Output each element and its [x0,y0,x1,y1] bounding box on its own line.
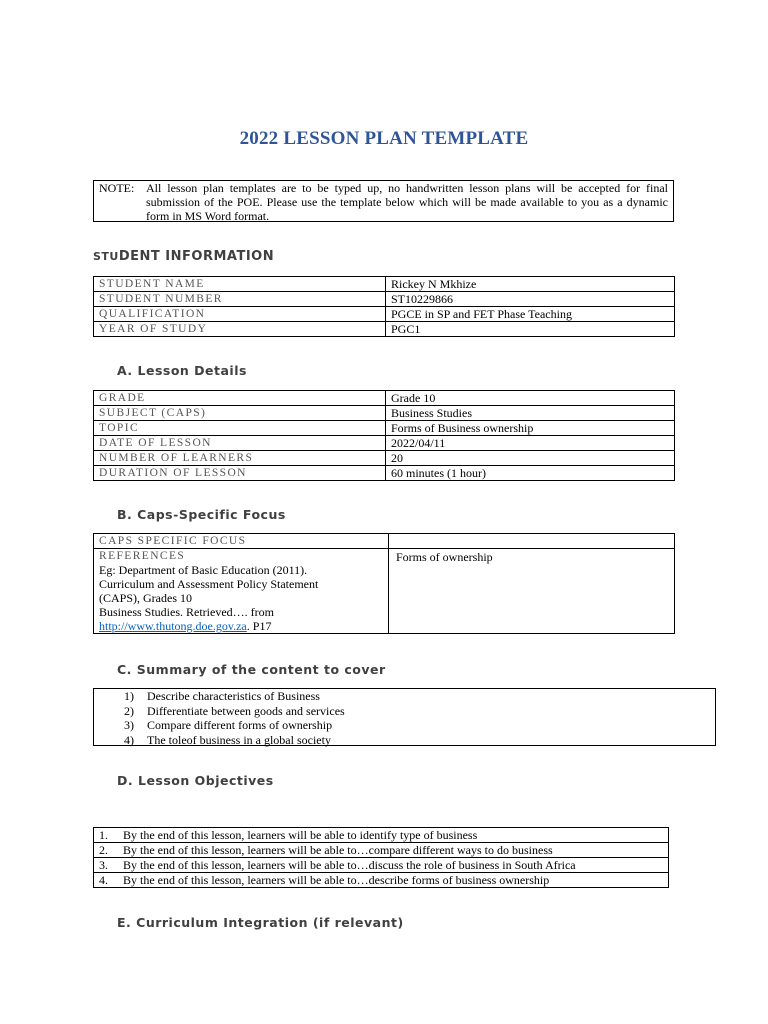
objective-number: 2. [99,843,108,857]
learners-value: 20 [386,451,675,466]
objective-text: By the end of this lesson, learners will be able to…discuss the role of business in South Africa [123,858,576,872]
student-number-value: ST10229866 [386,292,675,307]
student-info-heading [93,249,274,264]
grade-label: GRADE [94,391,386,406]
table-row [94,307,675,322]
reference-line: Business Studies. Retrieved…. from [99,605,274,619]
table-row [94,391,675,406]
list-item-number: 3) [124,718,134,732]
caps-specific-focus-value [389,534,675,549]
table-row [94,406,675,421]
objectives-table [93,827,669,888]
qualification-value: PGCE in SP and FET Phase Teaching [386,307,675,322]
objective-number: 3. [99,858,108,872]
references-value: Forms of ownership [389,549,675,634]
caps-focus-table [93,533,675,634]
summary-box [93,688,716,746]
references-label: REFERENCES [99,550,186,562]
reference-line: (CAPS), Grades 10 [99,591,192,605]
table-row [94,828,669,843]
date-label: DATE OF LESSON [94,436,386,451]
note-box [93,180,674,222]
table-row [94,534,675,549]
objective-item [94,828,669,843]
link-suffix: . P17 [246,619,272,633]
list-item [94,733,715,748]
objective-text: By the end of this lesson, learners will be able to identify type of business [123,828,478,842]
list-item-text: Describe characteristics of Business [147,689,320,703]
list-item [94,689,715,704]
reference-link-line [99,619,383,633]
subject-value: Business Studies [386,406,675,421]
topic-label: TOPIC [94,421,386,436]
grade-value: Grade 10 [386,391,675,406]
list-item-text: Compare different forms of ownership [147,718,333,732]
table-row [94,858,669,873]
table-row [94,277,675,292]
objective-text: By the end of this lesson, learners will be able to…compare different ways to do business [123,843,553,857]
topic-value: Forms of Business ownership [386,421,675,436]
caps-specific-focus-label: CAPS SPECIFIC FOCUS [94,534,389,549]
reference-line: Curriculum and Assessment Policy Statement [99,577,319,591]
objective-item [94,873,669,888]
objectives-heading: D. Lesson Objectives [117,773,274,788]
integration-heading: E. Curriculum Integration (if relevant) [117,915,404,930]
objective-number: 1. [99,828,108,842]
student-info-table [93,276,675,337]
table-row [94,322,675,337]
student-info-heading-rest: DENT INFORMATION [118,249,275,264]
list-item [94,718,715,733]
year-of-study-value: PGC1 [386,322,675,337]
objective-item [94,843,669,858]
student-number-label: STUDENT NUMBER [94,292,386,307]
learners-label: NUMBER OF LEARNERS [94,451,386,466]
references-cell [94,549,389,634]
list-item-text: Differentiate between goods and services [147,703,345,718]
duration-value: 60 minutes (1 hour) [386,466,675,481]
objective-number: 4. [99,873,108,887]
list-item-text: The toleof business in a global society [147,732,331,747]
table-row [94,549,675,634]
table-row [94,292,675,307]
qualification-label: QUALIFICATION [94,307,386,322]
table-row [94,421,675,436]
table-row [94,451,675,466]
list-item-number: 4) [124,732,134,747]
table-row [94,436,675,451]
student-info-heading-prefix: STU [93,250,119,263]
summary-heading: C. Summary of the content to cover [117,662,386,677]
date-value: 2022/04/11 [386,436,675,451]
objective-item [94,858,669,873]
lesson-details-heading: A. Lesson Details [117,363,247,378]
note-label: NOTE: [99,181,135,195]
lesson-details-table [93,390,675,481]
year-of-study-label: YEAR OF STUDY [94,322,386,337]
note-text: All lesson plan templates are to be typed up, no handwritten lesson plans will be accepted for final submission of the POE. Please use the template below which will be made available to you as a dynamic form in MS Word format. [146,181,668,223]
table-row [94,466,675,481]
student-name-value: Rickey N Mkhize [386,277,675,292]
list-item-number: 2) [124,703,134,718]
table-row [94,843,669,858]
subject-label: SUBJECT (CAPS) [94,406,386,421]
list-item-number: 1) [124,689,134,703]
thutong-link[interactable]: http://www.thutong.doe.gov.za [99,619,247,633]
table-row [94,873,669,888]
reference-line: Eg: Department of Basic Education (2011). [99,563,308,577]
caps-focus-heading: B. Caps-Specific Focus [117,507,286,522]
duration-label: DURATION OF LESSON [94,466,386,481]
objective-text: By the end of this lesson, learners will be able to…describe forms of business ownership [123,873,550,887]
document-title: 2022 LESSON PLAN TEMPLATE [239,128,529,149]
summary-list [94,689,715,747]
student-name-label: STUDENT NAME [94,277,386,292]
list-item [94,704,715,719]
